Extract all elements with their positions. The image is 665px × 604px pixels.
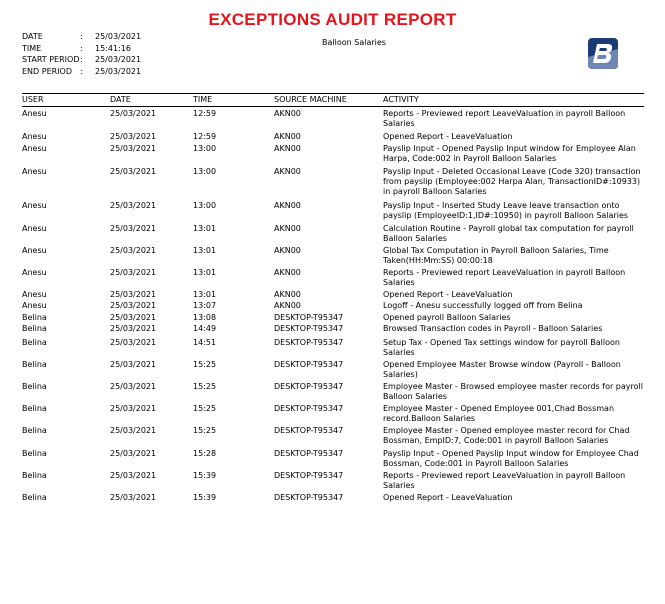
cell-source-machine: AKN00 (274, 132, 301, 141)
cell-user: Belina (22, 493, 47, 502)
cell-time: 13:00 (193, 201, 217, 210)
cell-time: 15:25 (193, 382, 217, 391)
table-row (0, 324, 665, 338)
meta-separator: : (80, 55, 83, 64)
column-header-date: DATE (110, 95, 131, 104)
cell-source-machine: AKN00 (274, 246, 301, 255)
cell-user: Anesu (22, 132, 47, 141)
cell-user: Belina (22, 382, 47, 391)
cell-time: 13:01 (193, 268, 217, 277)
meta-label: DATE (22, 32, 43, 41)
cell-activity: Global Tax Computation in Payroll Balloon Salaries, Time Taken(HH:Mm:SS) 00:00:18 (383, 246, 609, 265)
cell-date: 25/03/2021 (110, 313, 157, 322)
cell-activity: Employee Master - Opened Employee 001,Chad Bossman record.Balloon Salaries (383, 404, 615, 423)
cell-activity: Opened Report - LeaveValuation (383, 493, 513, 502)
cell-source-machine: AKN00 (274, 167, 301, 176)
table-row (0, 338, 665, 360)
cell-activity: Reports - Previewed report LeaveValuation in payroll Balloon Salaries (383, 268, 626, 287)
cell-date: 25/03/2021 (110, 224, 157, 233)
cell-time: 15:25 (193, 426, 217, 435)
meta-value: 15:41:16 (95, 43, 131, 53)
cell-date: 25/03/2021 (110, 493, 157, 502)
table-row (0, 290, 665, 301)
table-row (0, 109, 665, 132)
cell-source-machine: AKN00 (274, 268, 301, 277)
cell-activity: Payslip Input - Opened Payslip Input window for Employee Alan Harpa, Code:002 in Payroll Balloon Salaries (383, 144, 636, 163)
cell-user: Belina (22, 404, 47, 413)
cell-user: Anesu (22, 201, 47, 210)
cell-activity: Reports - Previewed report LeaveValuation in payroll Balloon Salaries (383, 109, 626, 128)
cell-time: 12:59 (193, 132, 217, 141)
cell-source-machine: DESKTOP-T95347 (274, 324, 344, 333)
meta-label: TIME (22, 43, 42, 53)
cell-time: 15:28 (193, 449, 217, 458)
table-row (0, 132, 665, 144)
cell-date: 25/03/2021 (110, 324, 157, 333)
cell-source-machine: AKN00 (274, 224, 301, 233)
cell-time: 13:01 (193, 290, 217, 299)
belina-logo-icon (587, 37, 619, 70)
table-row (0, 201, 665, 224)
table-row (0, 246, 665, 268)
cell-date: 25/03/2021 (110, 167, 157, 176)
cell-user: Belina (22, 471, 47, 480)
cell-time: 15:39 (193, 493, 217, 502)
cell-source-machine: DESKTOP-T95347 (274, 313, 344, 322)
cell-user: Anesu (22, 167, 47, 176)
cell-time: 13:08 (193, 313, 217, 322)
cell-activity: Payslip Input - Opened Payslip Input window for Employee Chad Bossman, Code:001 in Payroll Balloon Salaries (383, 449, 639, 468)
cell-time: 14:49 (193, 324, 217, 333)
meta-label: END PERIOD (22, 66, 72, 76)
cell-activity: Employee Master - Opened employee master record for Chad Bossman, EmpID:7, Code:001 in payroll Balloon Salaries (383, 426, 630, 445)
column-header-user: USER (22, 95, 44, 104)
meta-value: 25/03/2021 (95, 32, 142, 41)
table-row (0, 301, 665, 313)
cell-time: 13:00 (193, 167, 217, 176)
cell-time: 12:59 (193, 109, 217, 118)
meta-separator: : (80, 32, 83, 41)
cell-user: Anesu (22, 268, 47, 277)
meta-label: START PERIOD (22, 55, 80, 64)
cell-source-machine: DESKTOP-T95347 (274, 404, 344, 413)
cell-user: Belina (22, 426, 47, 435)
cell-date: 25/03/2021 (110, 290, 157, 299)
cell-activity: Payslip Input - Inserted Study Leave leave transaction onto payslip (EmployeeID:1,ID#:10950) in payroll Balloon Salaries (383, 201, 629, 220)
header-top-rule (22, 93, 644, 94)
cell-user: Belina (22, 313, 47, 322)
cell-activity: Opened payroll Balloon Salaries (383, 313, 511, 322)
meta-value: 25/03/2021 (95, 66, 142, 76)
cell-user: Anesu (22, 246, 47, 255)
table-row (0, 360, 665, 382)
cell-activity: Browsed Transaction codes in Payroll - Balloon Salaries (383, 324, 603, 333)
column-header-source-machine: SOURCE MACHINE (274, 95, 347, 104)
cell-activity: Employee Master - Browsed employee master records for payroll Balloon Salaries (383, 382, 643, 401)
cell-date: 25/03/2021 (110, 268, 157, 277)
cell-time: 14:51 (193, 338, 217, 347)
cell-activity: Opened Employee Master Browse window (Payroll - Balloon Salaries) (383, 360, 621, 379)
meta-row-date (22, 31, 141, 43)
cell-time: 15:25 (193, 360, 217, 369)
table-row (0, 449, 665, 471)
cell-date: 25/03/2021 (110, 404, 157, 413)
meta-separator: : (80, 43, 83, 53)
cell-source-machine: DESKTOP-T95347 (274, 493, 344, 502)
cell-date: 25/03/2021 (110, 360, 157, 369)
cell-activity: Payslip Input - Deleted Occasional Leave (Code 320) transaction from payslip (Employee:002 Harpa Alan, TransactionID#:10933) in payroll Balloon Salaries (383, 167, 641, 196)
table-row (0, 493, 665, 505)
cell-time: 15:39 (193, 471, 217, 480)
meta-row-start-period (22, 54, 141, 66)
cell-activity: Opened Report - LeaveValuation (383, 290, 513, 299)
cell-user: Belina (22, 360, 47, 369)
table-row (0, 224, 665, 246)
meta-value: 25/03/2021 (95, 55, 142, 64)
cell-date: 25/03/2021 (110, 132, 157, 141)
cell-date: 25/03/2021 (110, 449, 157, 458)
report-title: EXCEPTIONS AUDIT REPORT (208, 10, 457, 29)
cell-user: Anesu (22, 224, 47, 233)
meta-row-time (22, 43, 141, 55)
cell-user: Anesu (22, 144, 47, 153)
cell-activity: Logoff - Anesu successfully logged off from Belina (383, 301, 583, 310)
cell-date: 25/03/2021 (110, 471, 157, 480)
table-row (0, 471, 665, 493)
cell-source-machine: DESKTOP-T95347 (274, 360, 344, 369)
table-row (0, 404, 665, 426)
cell-date: 25/03/2021 (110, 338, 157, 347)
column-header-activity: ACTIVITY (383, 95, 419, 104)
cell-user: Anesu (22, 109, 47, 118)
cell-time: 13:00 (193, 144, 217, 153)
cell-source-machine: AKN00 (274, 201, 301, 210)
table-row (0, 382, 665, 404)
cell-user: Anesu (22, 301, 47, 310)
meta-separator: : (80, 66, 83, 76)
company-name: Balloon Salaries (322, 38, 386, 47)
table-row (0, 268, 665, 290)
cell-activity: Opened Report - LeaveValuation (383, 132, 513, 141)
report-meta (22, 31, 141, 77)
cell-date: 25/03/2021 (110, 201, 157, 210)
cell-user: Belina (22, 449, 47, 458)
cell-source-machine: AKN00 (274, 109, 301, 118)
cell-date: 25/03/2021 (110, 109, 157, 118)
column-header-time: TIME (193, 95, 213, 104)
cell-date: 25/03/2021 (110, 246, 157, 255)
cell-activity: Calculation Routine - Payroll global tax computation for payroll Balloon Salaries (383, 224, 634, 243)
cell-activity: Setup Tax - Opened Tax settings window for payroll Balloon Salaries (383, 338, 620, 357)
cell-time: 13:07 (193, 301, 217, 310)
cell-source-machine: DESKTOP-T95347 (274, 338, 344, 347)
cell-source-machine: AKN00 (274, 144, 301, 153)
header-bottom-rule (22, 106, 644, 107)
table-row (0, 144, 665, 167)
cell-source-machine: DESKTOP-T95347 (274, 449, 344, 458)
cell-source-machine: DESKTOP-T95347 (274, 471, 344, 480)
cell-source-machine: DESKTOP-T95347 (274, 382, 344, 391)
cell-date: 25/03/2021 (110, 144, 157, 153)
meta-row-end-period (22, 66, 141, 78)
table-row (0, 426, 665, 449)
table-row (0, 313, 665, 324)
cell-source-machine: AKN00 (274, 301, 301, 310)
cell-user: Belina (22, 338, 47, 347)
cell-time: 13:01 (193, 246, 217, 255)
cell-date: 25/03/2021 (110, 382, 157, 391)
table-row (0, 167, 665, 201)
cell-date: 25/03/2021 (110, 426, 157, 435)
audit-table-body (0, 109, 665, 505)
cell-time: 15:25 (193, 404, 217, 413)
cell-date: 25/03/2021 (110, 301, 157, 310)
cell-source-machine: DESKTOP-T95347 (274, 426, 344, 435)
cell-source-machine: AKN00 (274, 290, 301, 299)
cell-user: Anesu (22, 290, 47, 299)
cell-activity: Reports - Previewed report LeaveValuation in payroll Balloon Salaries (383, 471, 626, 490)
cell-time: 13:01 (193, 224, 217, 233)
cell-user: Belina (22, 324, 47, 333)
